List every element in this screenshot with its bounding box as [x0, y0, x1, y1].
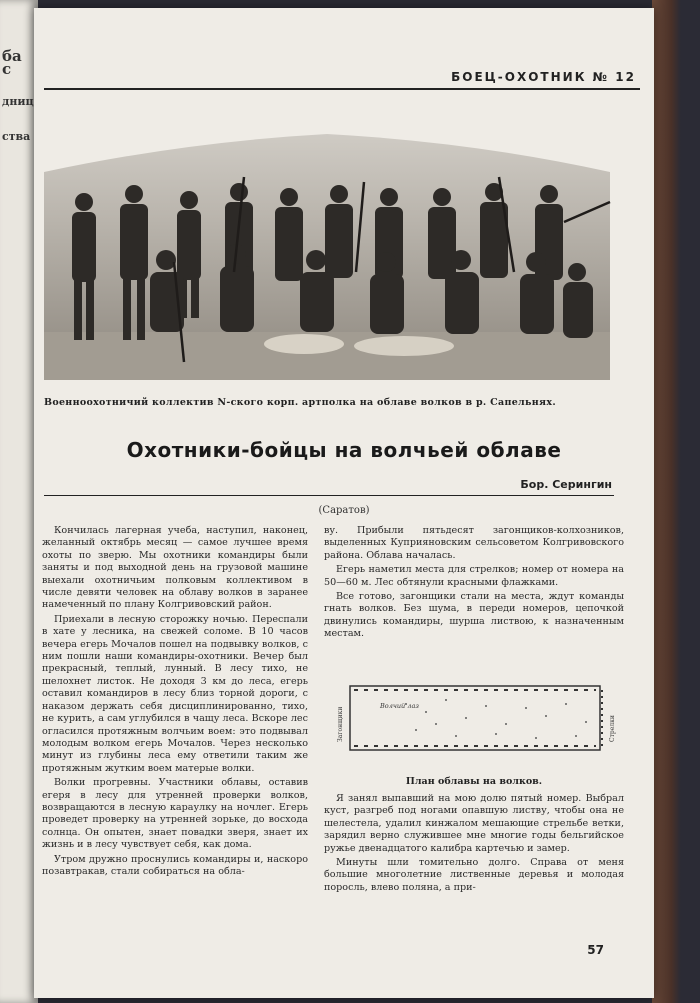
header-rule: [44, 88, 640, 90]
paragraph: ву. Прибыли пятьдесят загонщиков-колхозников, выделенных Куприяновским сельсоветом Колгривовского района. Облава началась.: [324, 525, 624, 561]
paragraph: Приехали в лесную сторожку ночью. Переспали в хате у лесника, на свежей соломе. В 10 часов вечера егерь Мочалов пошел на подвывку волков, с ним пошли наши командиры-охотники. Вечер был прекрасный, теплый, лунный. В лесу тихо, не шелохнет листок. Не доходя 3 км до леса, егерь оставил командиров в лесу близ торной дороги, с наказом держать себя дисциплинированно, тихо, не курить, а сам углубился в чащу леса. Вскоре лес огласился протяжным волчьим воем: это подвывал молодым волком егерь Мочалов. Через несколько минут из глубины леса ему ответили таким же протяжным жутким воем матерые волки.: [42, 613, 308, 774]
paragraph: Все готово, загонщики стали на места, ждут команды гнать волков. Без шума, в переди номеров, цепочкой двинулись командиры, шурша листвою, к назначенным местам.: [324, 591, 624, 640]
magazine-page: [34, 8, 654, 998]
article-author: Бор. Серингин: [520, 478, 612, 491]
magazine-header: БОЕЦ-ОХОТНИК № 12: [451, 70, 636, 84]
scheme-caption: План облавы на волков.: [405, 776, 543, 787]
article-right-column-bottom: [324, 793, 624, 943]
photo-caption: Военноохотничий коллектив N-ского корп. артполка на облаве волков в р. Сапельнях.: [44, 397, 556, 408]
spine-fragment: ба с: [2, 47, 22, 78]
paragraph: Кончилась лагерная учеба, наступил, наконец, желанный октябрь месяц — самое лучшее время охоты по зверю. Мы охотники командиры были заняты и под выходной день на грузовой машине выехали охотничьим полковым коллективом в числе девяти человек на облаву волков в заранее намеченный по плану Колгривовский район.: [42, 525, 308, 611]
article-right-column-top: [324, 525, 624, 640]
group-photo: [44, 132, 610, 380]
article-title: Охотники-бойцы на волчьей облаве: [126, 438, 562, 462]
article-left-column: [42, 525, 308, 925]
scheme-label-center: Волчий лаз: [380, 702, 419, 710]
page-number: 57: [587, 943, 604, 957]
scheme-label-right: Стрелки: [609, 715, 616, 742]
paragraph: Я занял выпавший на мою долю пятый номер. Выбрал куст, разгреб под ногами опавшую листву, чтобы она не шелестела, удалил кинжалом мешающие стрельбе ветки, зарядил верно служившее мне многие годы бельгийское ружье двенадцатого калибра картечью и замер.: [324, 793, 624, 854]
spine-fragment: ства: [2, 130, 31, 143]
author-rule: [44, 495, 614, 496]
spine-fragment: дниц: [2, 95, 34, 108]
book-binding: [652, 0, 700, 1003]
left-page-spine: [0, 0, 38, 1003]
article-city: (Саратов): [318, 505, 370, 516]
paragraph: Минуты шли томительно долго. Справа от меня большие многолетние лиственные деревья и молодая поросль, влево поляна, а при-: [324, 857, 624, 893]
scheme-label-left: Загонщики: [337, 706, 344, 742]
paragraph: Утром дружно проснулись командиры и, наскоро позавтракав, стали собираться на обла-: [42, 853, 308, 877]
hunt-scheme-diagram: [336, 678, 618, 756]
paragraph: Волки прогревны. Участники облавы, оставив егеря в лесу для утренней проверки волков, возвращаются в лесную караулку на ночлег. Егерь проведет проверку на утренней зорьке, до восхода солнца. Он опытен, знает повадки зверя, знает их жизнь и в лесу чувствует себя, как дома.: [42, 777, 308, 851]
paragraph: Егерь наметил места для стрелков; номер от номера на 50—60 м. Лес обтянули красными флажками.: [324, 564, 624, 588]
